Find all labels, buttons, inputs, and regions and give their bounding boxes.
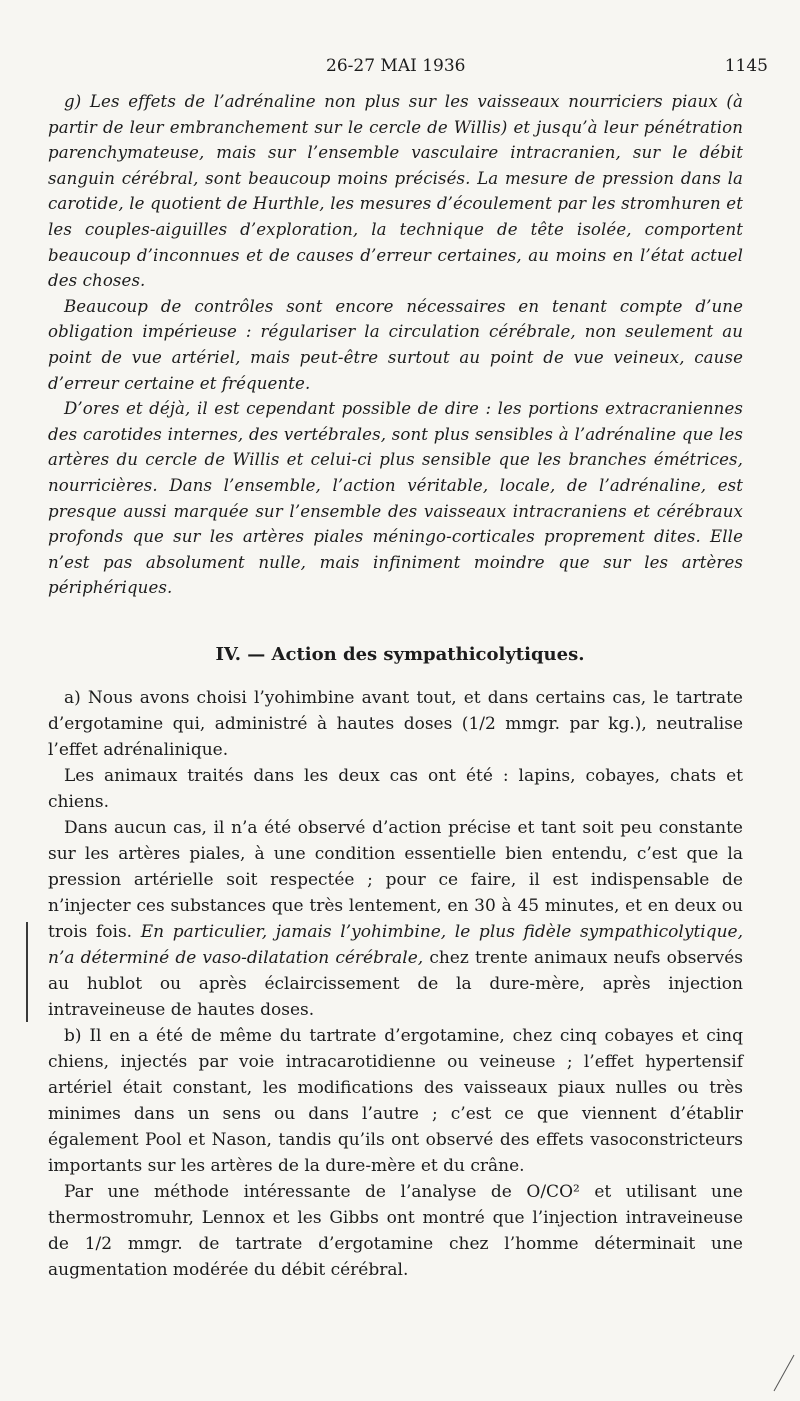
paragraph-controles: Beaucoup de contrôles sont encore nécessaires en tenant compte d’une obligation impérieuse : régulariser la circulation cérébrale, non seulement au point de vue artériel, mais peut-être surtout au point de vue veineux, cause d’erreur certaine et fréquente.: [48, 296, 743, 393]
paragraph-aucun-cas-end: chez trente animaux neufs observés au hublot ou après éclaircissement de la dure-mère, après injection intraveineuse de hautes doses.: [48, 948, 744, 1020]
margin-annotation-bar: [26, 922, 28, 1022]
paragraph-a: a) Nous avons choisi l’yohimbine avant tout, et dans certains cas, le tartrate d’ergotamine qui, administré à hautes doses (1/2 mmgr. par kg.), neutralise l’effet adrénalinique.: [48, 688, 743, 760]
paragraph-g: g) Les effets de l’adrénaline non plus sur les vaisseaux nourriciers piaux (à partir de leur embranchement sur le cercle de Willis) et jusqu’à leur pénétration parenchymateuse, mais sur l’ensemble vasculaire intracranien, sur le débit sanguin cérébral, sont beaucoup moins précisés. La mesure de pression dans la carotide, le quotient de Hurthle, les mesures d’écoulement par les stromhuren et les couples-aiguilles d’exploration, la technique de tête isolée, comportent beaucoup d’inconnues et de causes d’erreur certaines, au moins en l’état actuel des choses.: [48, 92, 743, 291]
page-number: 1145: [724, 56, 768, 76]
paragraph-methode: Par une méthode intéressante de l’analyse de O/CO² et utilisant une thermostromuhr, Lennox et les Gibbs ont montré que l’injection intraveineuse de 1/2 mmgr. de tartrate d’ergotamine chez l’homme déterminait une augmentation modérée du débit cérébral.: [48, 1182, 743, 1280]
running-header: [0, 56, 800, 82]
corner-pencil-mark: [772, 1353, 796, 1393]
paragraph-animaux: Les animaux traités dans les deux cas ont été : lapins, cobayes, chats et chiens.: [48, 766, 743, 812]
paragraph-aucun-cas-italic: En particulier, jamais l’yohimbine, le plus fidèle sympathicolytique, n’a déterminé de vaso-dilatation cérébrale,: [48, 922, 744, 968]
paragraph-aucun-cas: [48, 815, 743, 1023]
header-date: 26-27 MAI 1936: [326, 56, 466, 76]
paragraph-aucun-cas-start: Dans aucun cas, il n’a été observé d’action précise et tant soit peu constante sur les artères piales, à une condition essentielle bien entendu, c’est que la pression artérielle soit respectée ; pour ce faire, il est indispensable de n’injecter ces substances que très lentement, en 30 à 45 minutes, et en deux ou trois fois.: [48, 818, 743, 942]
italic-section: [48, 89, 743, 601]
section-heading: IV. — Action des sympathicolytiques.: [215, 644, 585, 665]
paragraph-b: b) Il en a été de même du tartrate d’ergotamine, chez cinq cobayes et cinq chiens, injectés par voie intracarotidienne ou veineuse ; l’effet hypertensif artériel était constant, les modifications des vaisseaux piaux nulles ou très minimes dans un sens ou dans l’autre ; c’est ce que viennent d’établir également Pool et Nason, tandis qu’ils ont observé des effets vasoconstricteurs importants sur les artères de la dure-mère et du crâne.: [48, 1026, 743, 1176]
roman-section: [48, 685, 743, 1283]
paragraph-ores-et-deja: D’ores et déjà, il est cependant possible de dire : les portions extracraniennes des carotides internes, des vertébrales, sont plus sensibles à l’adrénaline que les artères du cercle de Willis et celui-ci plus sensible que les branches émétrices, nourricières. Dans l’ensemble, l’action véritable, locale, de l’adrénaline, est presque aussi marquée sur l’ensemble des vaisseaux intracraniens et cérébraux profonds que sur les artères piales méningo-corticales proprement dites. Elle n’est pas absolument nulle, mais infiniment moindre que sur les artères périphériques.: [48, 399, 743, 598]
